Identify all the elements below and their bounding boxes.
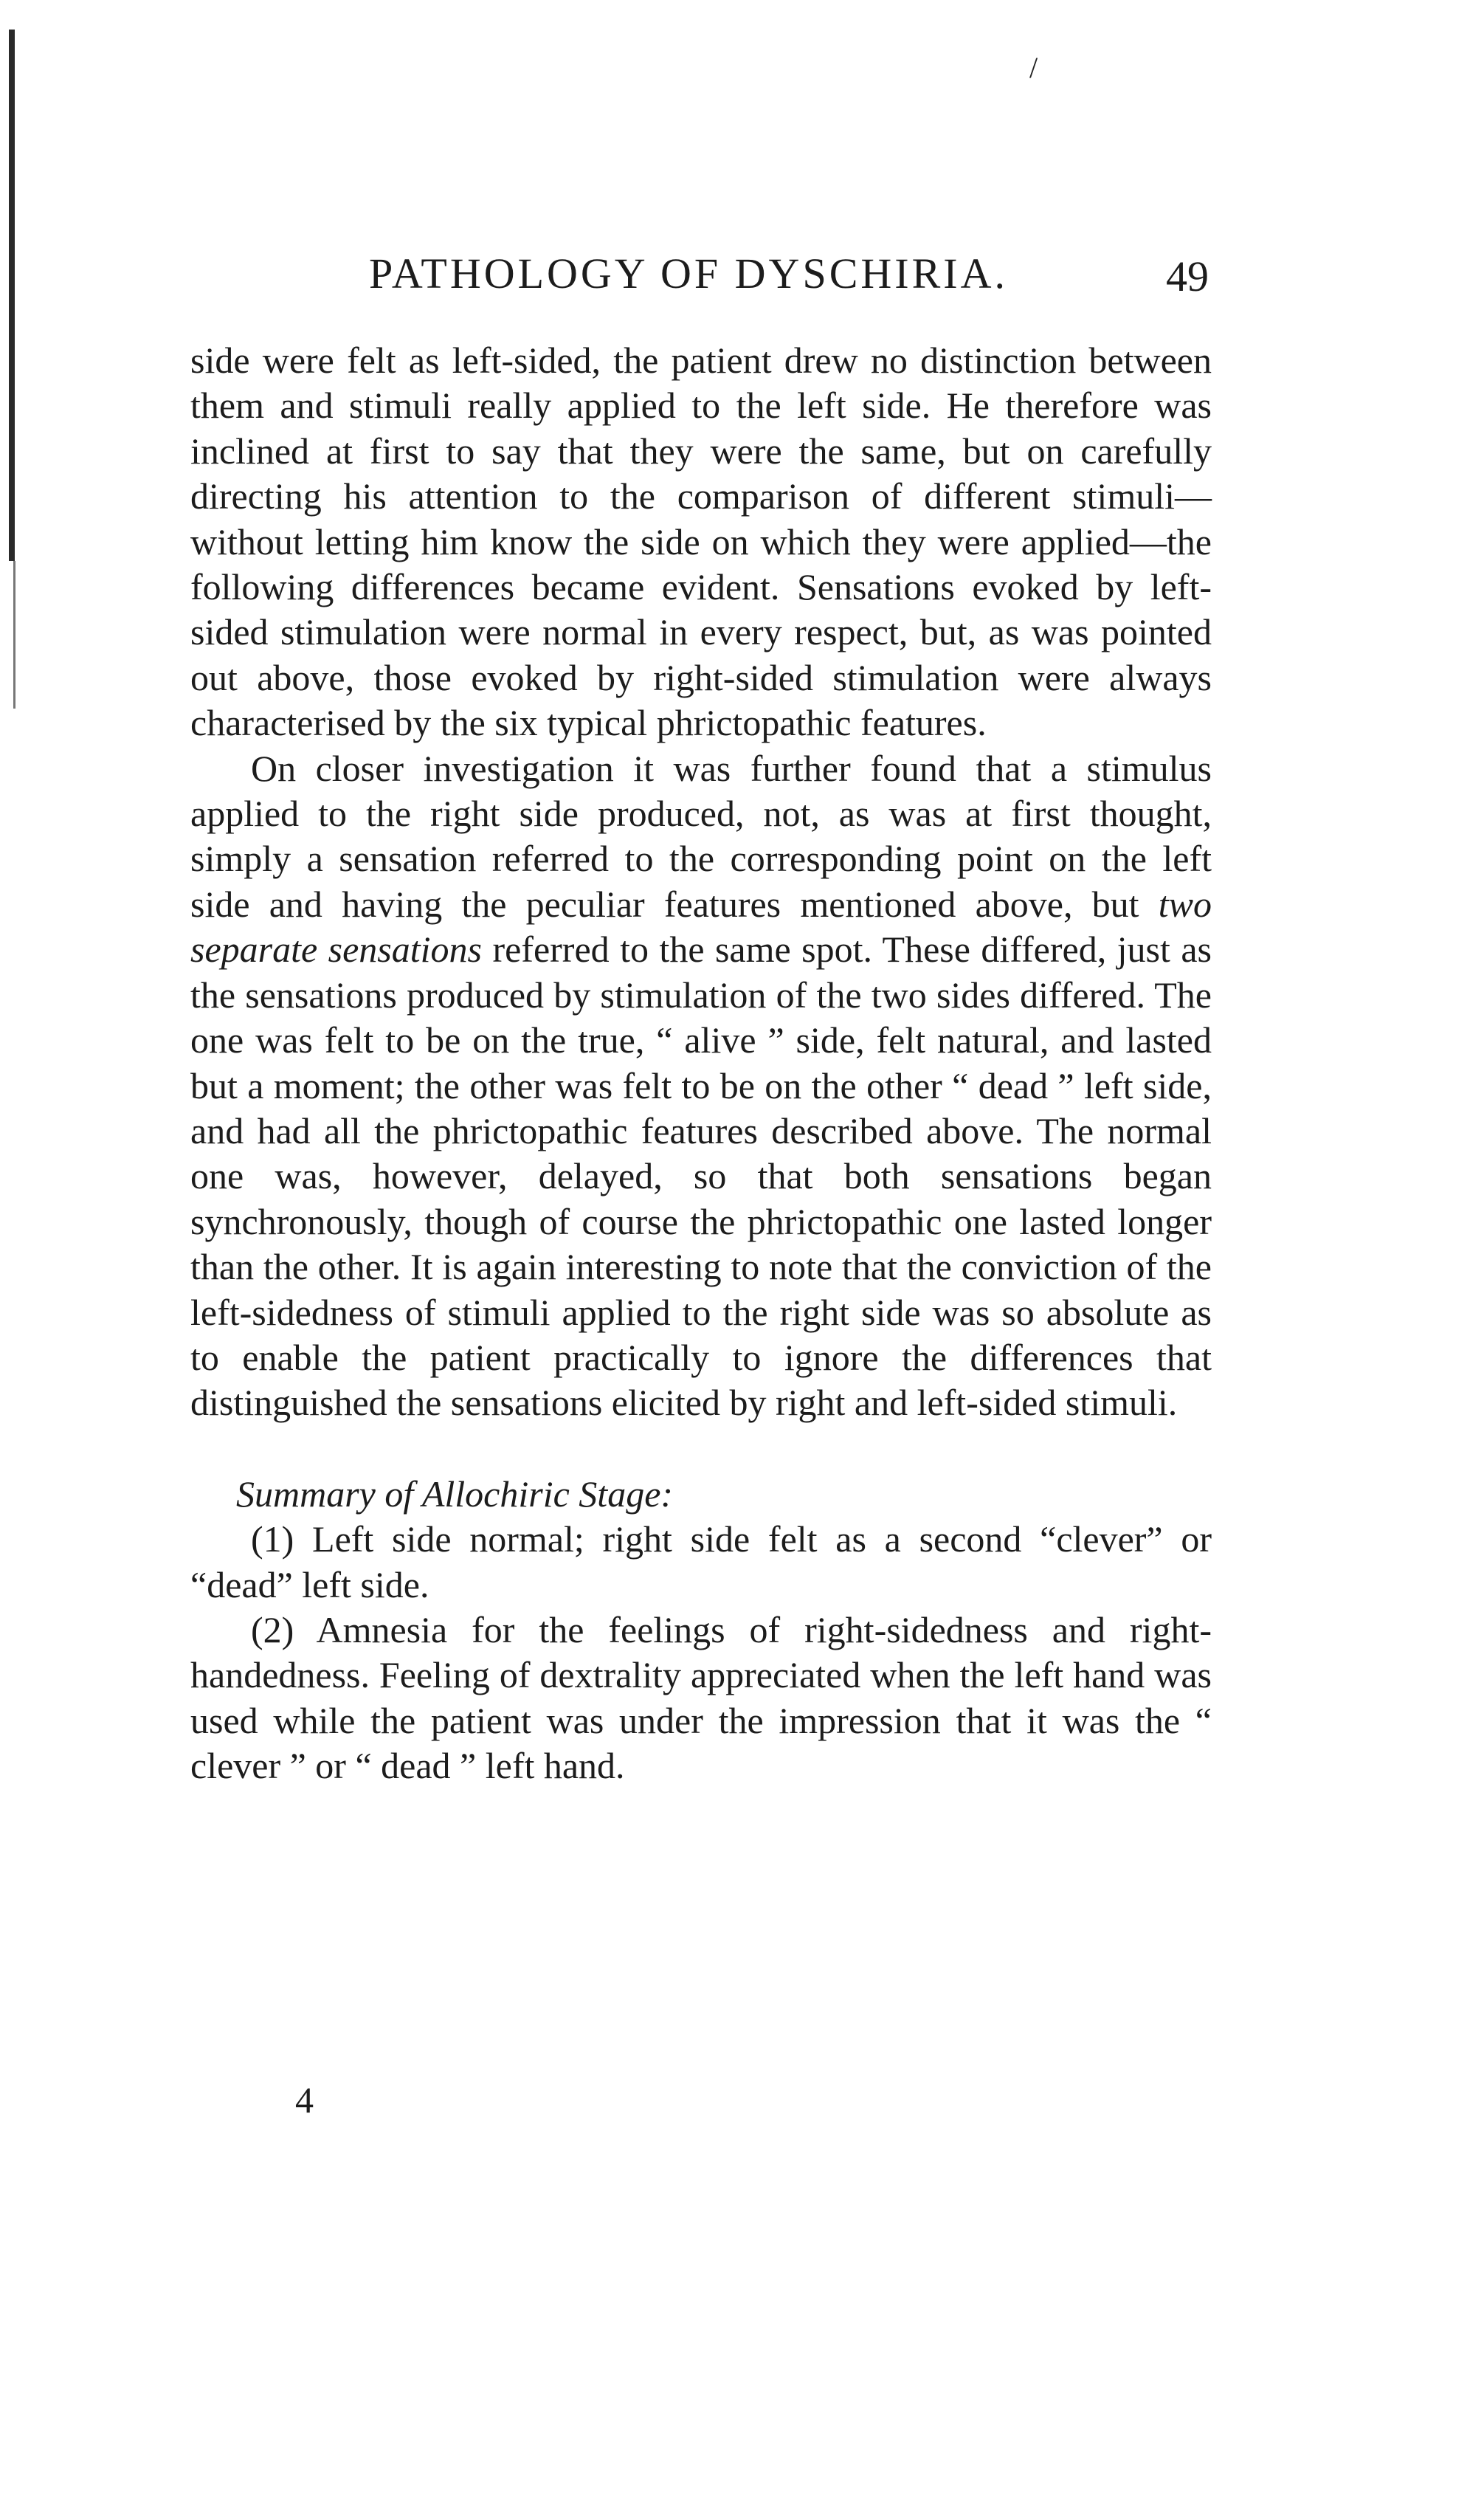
page-number: 49	[1166, 252, 1209, 300]
summary-heading: Summary of Allochiric Stage:	[236, 1473, 674, 1515]
summary-item-1: (1) Left side normal; right side felt as a second “clever” or “dead” left side.	[190, 1518, 1212, 1605]
paragraph-continued: side were felt as left-sided, the patient drew no distinction between them and stimuli really applied to the left side. He therefore was inclined at first to say that they were the same, but on carefully directing his attention to the comparison of different stimuli—without letting him know the side on which they were applied—the following differences became evident. Sensations evoked by left-sided stimulation were normal in every respect, but, as was pointed out above, those evoked by right-sided stimulation were always characterised by the six typical phrictopathic features.	[190, 340, 1212, 744]
emphasis-two-separate-sensations: two separate sensations	[190, 883, 1212, 971]
binding-edge	[9, 30, 15, 561]
summary-item-2: (2) Amnesia for the feelings of right-sidedness and right-handedness. Feeling of dextrality appreciated when the left hand was used while the patient was under the impression that it was the “ clever ” or “ dead ” left hand.	[190, 1608, 1212, 1787]
binding-edge-shadow	[13, 561, 15, 709]
paragraph-investigation-start: On closer investigation it was further found that a stimulus applied to the right side produced, not, as was at first thought, simply a sensation referred to the corresponding point on the left side and having the peculiar features mentioned above, but	[190, 747, 1212, 925]
corner-mark: /	[1029, 51, 1038, 84]
page-body	[190, 338, 1212, 1789]
signature-mark: 4	[295, 2079, 314, 2121]
running-title: PATHOLOGY OF DYSCHIRIA.	[369, 249, 1008, 297]
paragraph-investigation-end: referred to the same spot. These differed, just as the sensations produced by stimulation of the two sides differed. The one was felt to be on the true, “ alive ” side, felt natural, and lasted but a moment; the other was felt to be on the other “ dead ” left side, and had all the phrictopathic features described above. The normal one was, however, delayed, so that both sensations began synchronously, though of course the phrictopathic one lasted longer than the other. It is again interesting to note that the conviction of the left-sidedness of stimuli applied to the right side was so absolute as to enable the patient practically to ignore the differences that distinguished the sensations elicited by right and left-sided stimuli.	[190, 929, 1212, 1424]
paragraph-investigation	[190, 746, 1212, 1426]
